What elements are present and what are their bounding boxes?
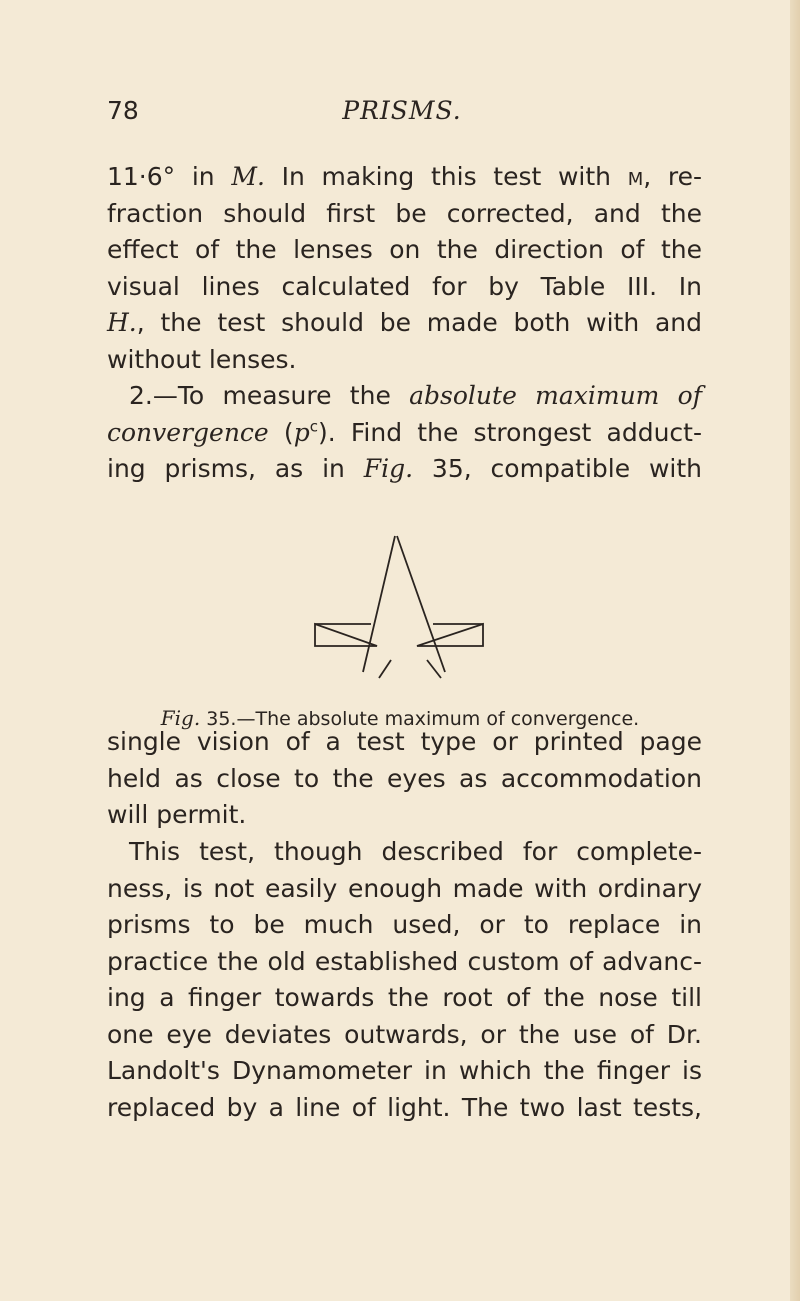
page-number: 78	[107, 96, 139, 125]
text-line: prisms to be much used, or to replace in	[107, 910, 702, 939]
text-line: effect of the lenses on the direction of the	[107, 235, 702, 264]
text-line: Landolt's Dynamometer in which the finger is	[107, 1056, 702, 1085]
text-line: ness, is not easily enough made with ordinary	[107, 873, 702, 903]
left-prism	[315, 624, 377, 646]
text-line: 2.—To measure the absolute maximum of	[129, 381, 702, 410]
left-eye-mark	[379, 660, 391, 678]
page-edge-shadow	[790, 0, 800, 1301]
left-visual-line	[363, 536, 395, 672]
right-prism	[417, 624, 483, 646]
paragraph-single-vision	[107, 724, 702, 834]
text-line: This test, though described for complete-	[129, 837, 702, 866]
text-line: fraction should first be corrected, and the	[107, 198, 702, 228]
text-line: practice the old established custom of advanc-	[107, 946, 702, 976]
right-eye-mark	[427, 660, 441, 678]
text-line: without lenses.	[107, 344, 297, 374]
text-line: ing a finger towards the root of the nose till	[107, 983, 702, 1012]
paragraph-continuation	[107, 159, 702, 378]
text-line: H., the test should be made both with and	[107, 308, 702, 337]
text-line: replaced by a line of light. The two last tests,	[107, 1092, 702, 1122]
right-visual-line	[397, 536, 445, 672]
text-line: one eye deviates outwards, or the use of Dr.	[107, 1019, 702, 1049]
paragraph-this-test	[107, 834, 702, 1126]
running-title: PRISMS.	[342, 96, 462, 125]
text-line: held as close to the eyes as accommodation	[107, 763, 702, 793]
text-line: convergence $(p^c)$. Find the strongest adduct-	[107, 417, 702, 447]
page-header	[107, 96, 697, 136]
figure-caption: Fig. 35.—The absolute maximum of convergence.	[160, 706, 640, 730]
text-line: visual lines calculated for by Table III. In	[107, 271, 702, 301]
text-line: will permit.	[107, 800, 247, 829]
figure-35-diagram	[305, 532, 505, 692]
paragraph-convergence	[107, 378, 702, 488]
text-line: single vision of a test type or printed page	[107, 727, 702, 756]
text-line: ing prisms, as in Fig. 35, compatible with	[107, 454, 702, 483]
text-line: 11·6° in M. In making this test with m, re-	[107, 162, 702, 191]
